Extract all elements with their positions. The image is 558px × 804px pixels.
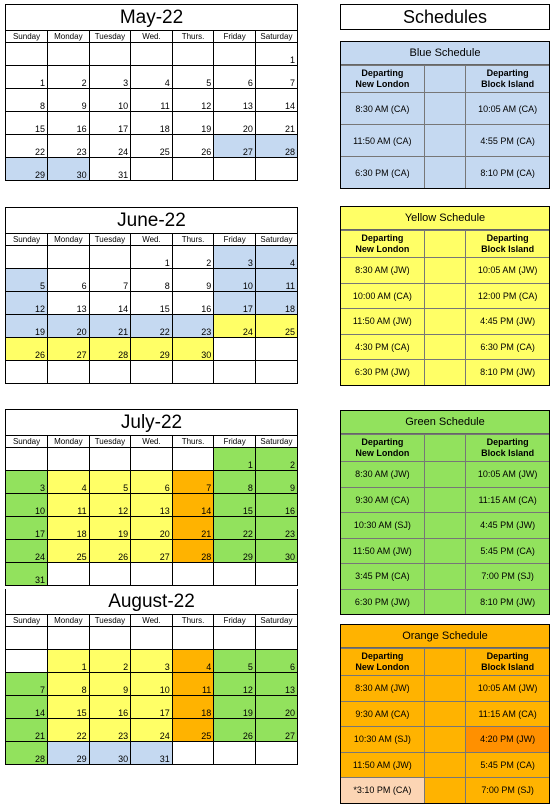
day-cell: 8 xyxy=(131,268,173,291)
day-cell: 27 xyxy=(48,337,90,360)
day-cell: 7 xyxy=(89,268,131,291)
orange-schedule xyxy=(340,624,550,804)
day-cell: 22 xyxy=(214,516,256,539)
calendar-july xyxy=(5,409,298,586)
day-cell: 4 xyxy=(131,65,173,88)
day-cell: 1 xyxy=(131,245,173,268)
day-cell: 9 xyxy=(89,672,131,695)
day-cell xyxy=(6,42,48,65)
spacer-cell xyxy=(424,258,466,284)
day-cell xyxy=(172,562,214,585)
day-cell: 9 xyxy=(255,470,297,493)
day-cell xyxy=(6,447,48,470)
spacer-cell xyxy=(424,487,466,513)
day-cell xyxy=(172,447,214,470)
day-cell: 7 xyxy=(255,65,297,88)
day-cell xyxy=(48,626,90,649)
spacer-cell xyxy=(424,589,466,614)
day-cell: 21 xyxy=(6,718,48,741)
day-cell: 11 xyxy=(131,88,173,111)
departure-block-island: 10:05 AM (JW) xyxy=(466,258,549,284)
departure-new-london: 11:50 AM (CA) xyxy=(341,125,424,157)
day-cell xyxy=(255,360,297,383)
weekday-header: Friday xyxy=(214,31,256,42)
day-cell: 25 xyxy=(255,314,297,337)
day-cell xyxy=(255,562,297,585)
calendar-title: June-22 xyxy=(6,208,297,234)
calendar-title: May-22 xyxy=(6,5,297,31)
schedule-title: Yellow Schedule xyxy=(341,207,549,230)
spacer-cell xyxy=(424,701,466,727)
calendar-title: August-22 xyxy=(6,589,297,615)
spacer-cell xyxy=(424,125,466,157)
departure-block-island: 12:00 PM (CA) xyxy=(466,283,549,309)
day-cell xyxy=(89,626,131,649)
departure-new-london: 10:00 AM (CA) xyxy=(341,283,424,309)
spacer-cell xyxy=(424,157,466,189)
day-cell xyxy=(214,562,256,585)
day-cell: 30 xyxy=(48,157,90,180)
departure-block-island: 7:00 PM (SJ) xyxy=(466,778,549,803)
weekday-header: Saturday xyxy=(255,234,297,245)
departure-new-london: *3:10 PM (CA) xyxy=(341,778,424,803)
weekday-header: Friday xyxy=(214,436,256,447)
day-cell: 31 xyxy=(89,157,131,180)
day-cell: 18 xyxy=(172,695,214,718)
departure-new-london: 6:30 PM (JW) xyxy=(341,360,424,385)
day-cell: 21 xyxy=(172,516,214,539)
departure-new-london: 11:50 AM (JW) xyxy=(341,538,424,564)
day-cell: 19 xyxy=(172,111,214,134)
weekday-header: Thurs. xyxy=(172,615,214,626)
day-cell: 28 xyxy=(89,337,131,360)
calendar-june xyxy=(5,207,298,384)
calendar-title: July-22 xyxy=(6,410,297,436)
weekday-header: Saturday xyxy=(255,615,297,626)
day-cell: 31 xyxy=(6,562,48,585)
day-cell: 23 xyxy=(89,718,131,741)
day-cell: 20 xyxy=(255,695,297,718)
day-cell: 29 xyxy=(131,337,173,360)
day-cell: 17 xyxy=(6,516,48,539)
day-cell: 6 xyxy=(131,470,173,493)
col-header-new-london: Departing New London xyxy=(341,435,424,462)
spacer-cell xyxy=(424,649,466,676)
day-cell xyxy=(172,42,214,65)
day-cell: 16 xyxy=(255,493,297,516)
day-cell xyxy=(6,360,48,383)
day-cell: 20 xyxy=(131,516,173,539)
weekday-header: Monday xyxy=(48,615,90,626)
day-cell: 25 xyxy=(131,134,173,157)
day-cell xyxy=(6,626,48,649)
day-cell xyxy=(89,360,131,383)
day-cell: 5 xyxy=(214,649,256,672)
col-header-block-island: Departing Block Island xyxy=(466,231,549,258)
weekday-header: Wed. xyxy=(131,31,173,42)
weekday-header: Monday xyxy=(48,436,90,447)
day-cell: 7 xyxy=(6,672,48,695)
day-cell xyxy=(89,245,131,268)
departure-new-london: 10:30 AM (SJ) xyxy=(341,513,424,539)
day-cell: 1 xyxy=(214,447,256,470)
weekday-header: Tuesday xyxy=(89,615,131,626)
departure-block-island: 10:05 AM (CA) xyxy=(466,93,549,125)
departure-new-london: 6:30 PM (CA) xyxy=(341,157,424,189)
col-header-block-island: Departing Block Island xyxy=(466,435,549,462)
spacer-cell xyxy=(424,676,466,702)
day-cell: 4 xyxy=(255,245,297,268)
departure-new-london: 10:30 AM (SJ) xyxy=(341,727,424,753)
spacer-cell xyxy=(424,283,466,309)
day-cell: 15 xyxy=(6,111,48,134)
day-cell xyxy=(214,42,256,65)
day-cell: 22 xyxy=(131,314,173,337)
day-cell: 25 xyxy=(48,539,90,562)
day-cell: 20 xyxy=(48,314,90,337)
departure-block-island: 11:15 AM (CA) xyxy=(466,701,549,727)
day-cell: 25 xyxy=(172,718,214,741)
day-cell: 28 xyxy=(255,134,297,157)
day-cell: 9 xyxy=(48,88,90,111)
weekday-header: Monday xyxy=(48,31,90,42)
departure-new-london: 11:50 AM (JW) xyxy=(341,309,424,335)
departure-new-london: 6:30 PM (JW) xyxy=(341,589,424,614)
departure-new-london: 11:50 AM (JW) xyxy=(341,752,424,778)
day-cell: 27 xyxy=(255,718,297,741)
day-cell xyxy=(48,245,90,268)
day-cell: 12 xyxy=(214,672,256,695)
departure-block-island: 8:10 PM (JW) xyxy=(466,360,549,385)
day-cell: 15 xyxy=(131,291,173,314)
day-cell: 1 xyxy=(6,65,48,88)
day-cell xyxy=(89,447,131,470)
day-cell: 14 xyxy=(89,291,131,314)
day-cell xyxy=(131,447,173,470)
day-cell xyxy=(214,337,256,360)
day-cell xyxy=(131,42,173,65)
day-cell: 2 xyxy=(172,245,214,268)
day-cell: 26 xyxy=(6,337,48,360)
weekday-header: Sunday xyxy=(6,234,48,245)
departure-new-london: 8:30 AM (JW) xyxy=(341,258,424,284)
day-cell: 3 xyxy=(6,470,48,493)
weekday-header: Friday xyxy=(214,615,256,626)
day-cell: 11 xyxy=(48,493,90,516)
day-cell: 9 xyxy=(172,268,214,291)
departure-block-island: 4:45 PM (JW) xyxy=(466,309,549,335)
day-cell: 20 xyxy=(214,111,256,134)
day-cell xyxy=(255,741,297,764)
day-cell: 10 xyxy=(214,268,256,291)
departure-new-london: 8:30 AM (JW) xyxy=(341,462,424,488)
day-cell: 16 xyxy=(48,111,90,134)
departure-block-island: 4:20 PM (JW) xyxy=(466,727,549,753)
day-cell xyxy=(172,360,214,383)
day-cell: 19 xyxy=(89,516,131,539)
calendar-august xyxy=(5,589,298,765)
day-cell: 18 xyxy=(255,291,297,314)
day-cell: 24 xyxy=(89,134,131,157)
day-cell: 17 xyxy=(89,111,131,134)
day-cell: 6 xyxy=(255,649,297,672)
blue-schedule xyxy=(340,41,550,189)
spacer-cell xyxy=(424,93,466,125)
weekday-header: Thurs. xyxy=(172,31,214,42)
day-cell: 10 xyxy=(6,493,48,516)
day-cell: 13 xyxy=(131,493,173,516)
col-header-new-london: Departing New London xyxy=(341,649,424,676)
day-cell: 31 xyxy=(131,741,173,764)
day-cell: 5 xyxy=(6,268,48,291)
day-cell xyxy=(214,157,256,180)
departure-block-island: 8:10 PM (CA) xyxy=(466,157,549,189)
departure-block-island: 8:10 PM (JW) xyxy=(466,589,549,614)
weekday-header: Thurs. xyxy=(172,234,214,245)
day-cell: 15 xyxy=(214,493,256,516)
day-cell xyxy=(214,360,256,383)
day-cell: 6 xyxy=(48,268,90,291)
day-cell: 4 xyxy=(172,649,214,672)
day-cell: 16 xyxy=(89,695,131,718)
weekday-header: Sunday xyxy=(6,436,48,447)
day-cell: 21 xyxy=(89,314,131,337)
day-cell: 22 xyxy=(6,134,48,157)
weekday-header: Sunday xyxy=(6,615,48,626)
weekday-header: Tuesday xyxy=(89,234,131,245)
day-cell: 3 xyxy=(214,245,256,268)
day-cell: 12 xyxy=(89,493,131,516)
day-cell: 24 xyxy=(131,718,173,741)
spacer-cell xyxy=(424,778,466,803)
day-cell: 5 xyxy=(89,470,131,493)
departure-block-island: 5:45 PM (CA) xyxy=(466,752,549,778)
day-cell: 17 xyxy=(214,291,256,314)
day-cell xyxy=(89,562,131,585)
day-cell xyxy=(172,157,214,180)
day-cell: 2 xyxy=(89,649,131,672)
departure-new-london: 8:30 AM (CA) xyxy=(341,93,424,125)
spacer-cell xyxy=(424,564,466,590)
day-cell xyxy=(131,157,173,180)
day-cell: 19 xyxy=(6,314,48,337)
day-cell: 10 xyxy=(89,88,131,111)
schedule-title: Orange Schedule xyxy=(341,625,549,648)
day-cell xyxy=(214,626,256,649)
departure-block-island: 7:00 PM (SJ) xyxy=(466,564,549,590)
day-cell: 13 xyxy=(214,88,256,111)
day-cell: 13 xyxy=(48,291,90,314)
day-cell: 7 xyxy=(172,470,214,493)
departure-block-island: 10:05 AM (JW) xyxy=(466,676,549,702)
day-cell: 30 xyxy=(172,337,214,360)
day-cell: 2 xyxy=(255,447,297,470)
day-cell: 29 xyxy=(214,539,256,562)
day-cell: 8 xyxy=(214,470,256,493)
day-cell xyxy=(214,741,256,764)
day-cell: 30 xyxy=(89,741,131,764)
day-cell xyxy=(6,245,48,268)
yellow-schedule xyxy=(340,206,550,386)
day-cell: 23 xyxy=(48,134,90,157)
departure-new-london: 9:30 AM (CA) xyxy=(341,487,424,513)
day-cell: 2 xyxy=(48,65,90,88)
departure-block-island: 10:05 AM (JW) xyxy=(466,462,549,488)
day-cell: 27 xyxy=(131,539,173,562)
day-cell xyxy=(255,626,297,649)
day-cell: 14 xyxy=(172,493,214,516)
day-cell: 24 xyxy=(6,539,48,562)
day-cell: 24 xyxy=(214,314,256,337)
spacer-cell xyxy=(424,309,466,335)
day-cell: 29 xyxy=(6,157,48,180)
departure-block-island: 11:15 AM (CA) xyxy=(466,487,549,513)
spacer-cell xyxy=(424,435,466,462)
day-cell: 3 xyxy=(89,65,131,88)
day-cell xyxy=(6,649,48,672)
weekday-header: Saturday xyxy=(255,31,297,42)
day-cell: 14 xyxy=(255,88,297,111)
day-cell xyxy=(89,42,131,65)
col-header-block-island: Departing Block Island xyxy=(466,649,549,676)
spacer-cell xyxy=(424,66,466,93)
day-cell: 23 xyxy=(255,516,297,539)
day-cell: 11 xyxy=(255,268,297,291)
day-cell xyxy=(48,562,90,585)
day-cell: 10 xyxy=(131,672,173,695)
spacer-cell xyxy=(424,231,466,258)
day-cell: 14 xyxy=(6,695,48,718)
day-cell xyxy=(131,626,173,649)
day-cell: 1 xyxy=(48,649,90,672)
weekday-header: Wed. xyxy=(131,234,173,245)
day-cell: 21 xyxy=(255,111,297,134)
day-cell: 3 xyxy=(131,649,173,672)
day-cell: 8 xyxy=(6,88,48,111)
day-cell xyxy=(172,741,214,764)
day-cell: 4 xyxy=(48,470,90,493)
day-cell: 28 xyxy=(6,741,48,764)
day-cell: 12 xyxy=(6,291,48,314)
spacer-cell xyxy=(424,462,466,488)
weekday-header: Sunday xyxy=(6,31,48,42)
weekday-header: Wed. xyxy=(131,615,173,626)
day-cell xyxy=(48,447,90,470)
departure-block-island: 4:55 PM (CA) xyxy=(466,125,549,157)
day-cell: 1 xyxy=(255,42,297,65)
spacer-cell xyxy=(424,334,466,360)
day-cell xyxy=(172,626,214,649)
calendar-may xyxy=(5,4,298,181)
departure-block-island: 6:30 PM (CA) xyxy=(466,334,549,360)
day-cell: 23 xyxy=(172,314,214,337)
weekday-header: Tuesday xyxy=(89,436,131,447)
weekday-header: Thurs. xyxy=(172,436,214,447)
day-cell: 26 xyxy=(172,134,214,157)
schedule-title: Green Schedule xyxy=(341,411,549,434)
day-cell: 16 xyxy=(172,291,214,314)
day-cell: 22 xyxy=(48,718,90,741)
day-cell: 19 xyxy=(214,695,256,718)
departure-block-island: 4:45 PM (JW) xyxy=(466,513,549,539)
day-cell xyxy=(131,562,173,585)
col-header-new-london: Departing New London xyxy=(341,231,424,258)
spacer-cell xyxy=(424,727,466,753)
departure-new-london: 4:30 PM (CA) xyxy=(341,334,424,360)
spacer-cell xyxy=(424,513,466,539)
col-header-block-island: Departing Block Island xyxy=(466,66,549,93)
day-cell: 29 xyxy=(48,741,90,764)
spacer-cell xyxy=(424,360,466,385)
day-cell: 17 xyxy=(131,695,173,718)
weekday-header: Monday xyxy=(48,234,90,245)
day-cell: 26 xyxy=(89,539,131,562)
weekday-header: Friday xyxy=(214,234,256,245)
day-cell xyxy=(255,337,297,360)
day-cell xyxy=(131,360,173,383)
departure-new-london: 8:30 AM (JW) xyxy=(341,676,424,702)
day-cell: 30 xyxy=(255,539,297,562)
day-cell xyxy=(255,157,297,180)
green-schedule xyxy=(340,410,550,615)
col-header-new-london: Departing New London xyxy=(341,66,424,93)
day-cell: 13 xyxy=(255,672,297,695)
weekday-header: Saturday xyxy=(255,436,297,447)
day-cell: 5 xyxy=(172,65,214,88)
schedules-header: Schedules xyxy=(340,4,550,30)
spacer-cell xyxy=(424,752,466,778)
weekday-header: Wed. xyxy=(131,436,173,447)
departure-block-island: 5:45 PM (CA) xyxy=(466,538,549,564)
spacer-cell xyxy=(424,538,466,564)
day-cell: 28 xyxy=(172,539,214,562)
day-cell: 8 xyxy=(48,672,90,695)
day-cell: 12 xyxy=(172,88,214,111)
day-cell: 15 xyxy=(48,695,90,718)
day-cell: 18 xyxy=(48,516,90,539)
departure-new-london: 3:45 PM (CA) xyxy=(341,564,424,590)
day-cell xyxy=(48,360,90,383)
day-cell: 26 xyxy=(214,718,256,741)
day-cell: 11 xyxy=(172,672,214,695)
day-cell xyxy=(48,42,90,65)
schedule-title: Blue Schedule xyxy=(341,42,549,65)
day-cell: 18 xyxy=(131,111,173,134)
day-cell: 6 xyxy=(214,65,256,88)
departure-new-london: 9:30 AM (CA) xyxy=(341,701,424,727)
day-cell: 27 xyxy=(214,134,256,157)
weekday-header: Tuesday xyxy=(89,31,131,42)
